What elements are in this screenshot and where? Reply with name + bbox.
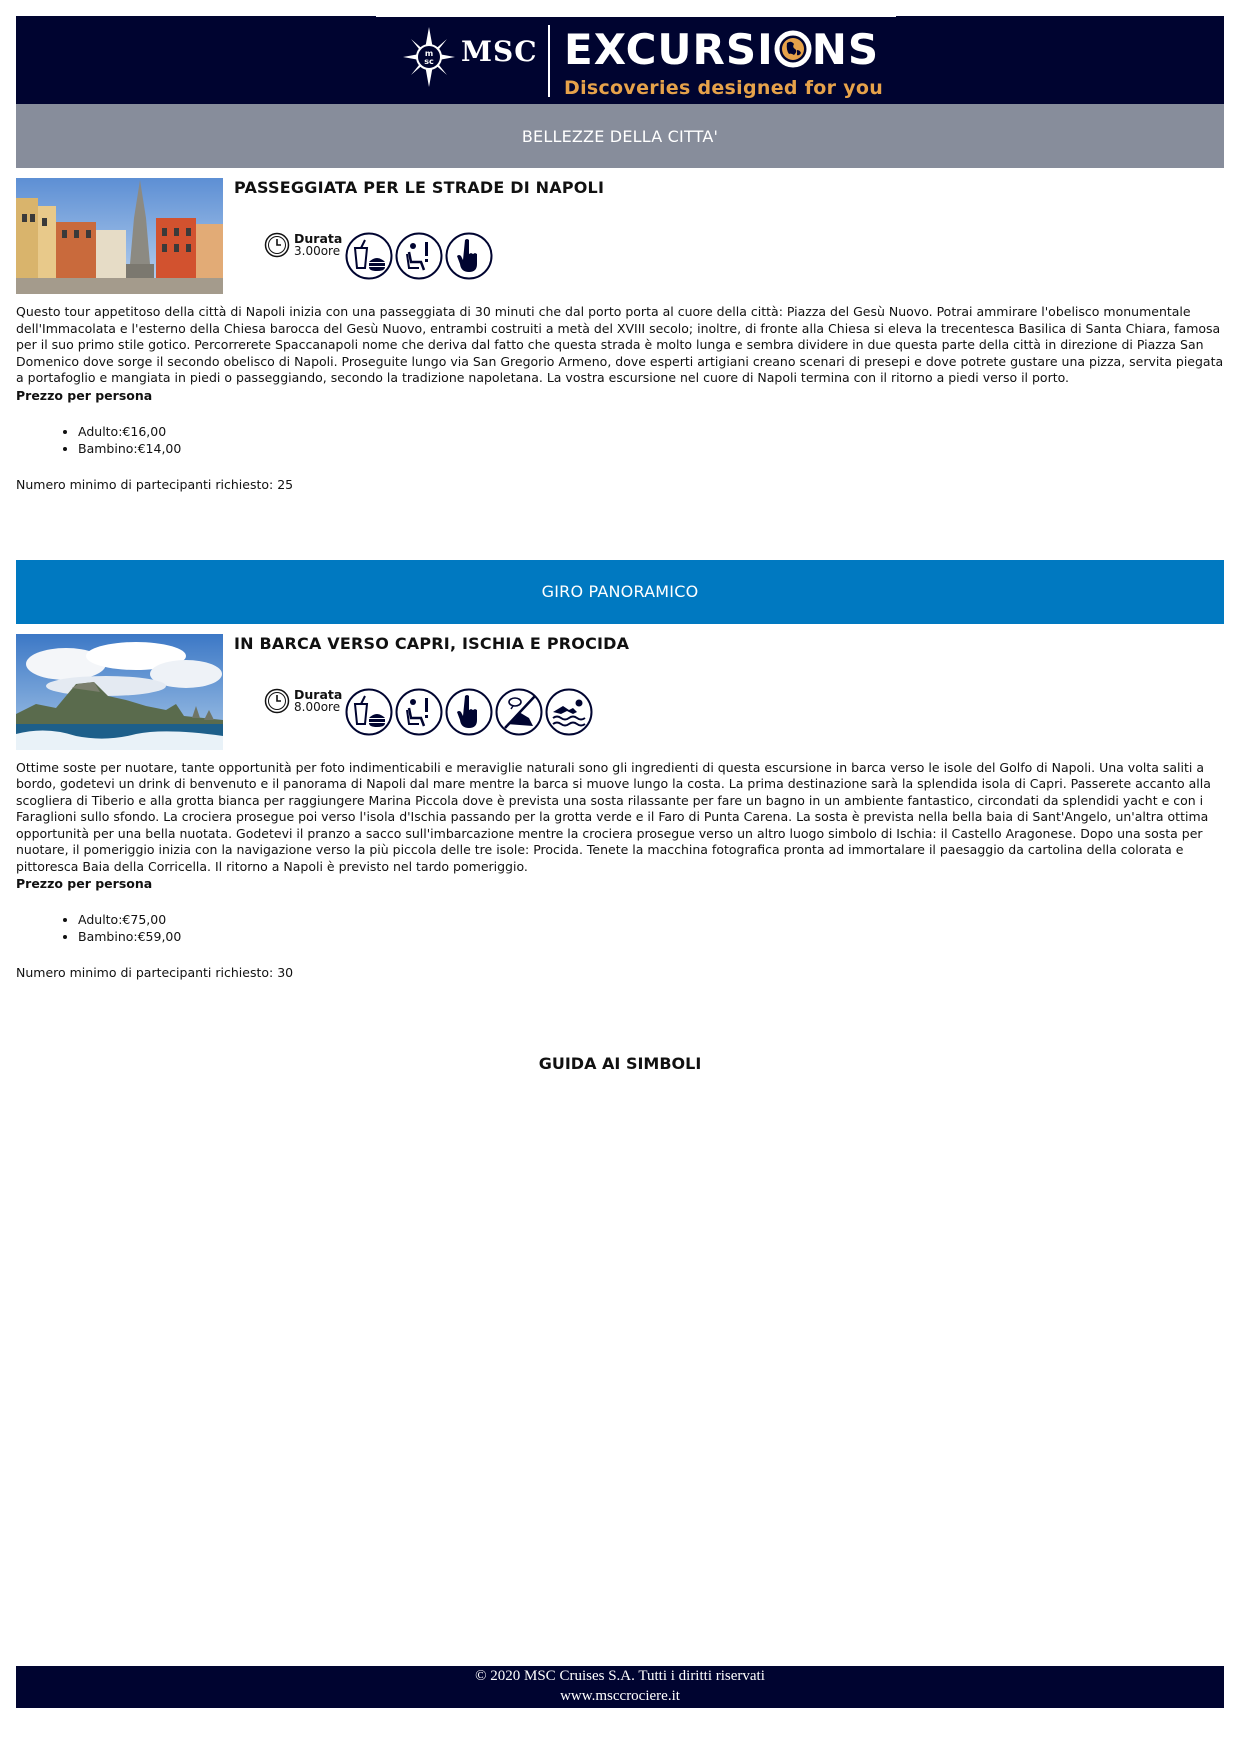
attention-seat-icon [395, 688, 443, 736]
category-bar: GIRO PANORAMICO [16, 560, 1224, 624]
price-child: • Bambino:€59,00 [78, 928, 1224, 945]
footer [16, 1666, 1224, 1708]
excursion-description: Ottime soste per nuotare, tante opportunità per foto indimenticabili e meraviglie naturali sono gli ingredienti di questa escursione in barca verso le isole del Golfo di Napoli. Una volta saliti a bordo, godetevi un drink di benvenuto e il panorama di Napoli dal mare mentre la barca si muove lungo la costa. La prima destinazione sarà la splendida isola di Capri. Passerete accanto alla scogliera di Tiberio e alla grotta bianca per raggiungere Marina Piccola dove è prevista una sosta rilassante per fare un bagno in un ambiente fantastico, circondati da splendidi yacht e con i Faraglioni sullo sfondo. La crociera prosegue poi verso l'isola d'Ischia passando per la grotta verde e il Faro di Punta Carena. La sosta è prevista nella bella baia di Sant'Angelo, un'altra ottima opportunità per una bella nuotata. Godetevi il pranzo a sacco sull'imbarcazione mentre la crociera prosegue verso un altro luogo simbolo di Ischia: il Castello Aragonese. Dopo una sosta per nuotare, il pomeriggio inizia con la navigazione verso la più piccola delle tre isole: Procida. Tenete la macchina fotografica pronta ad immortalare il paesaggio da cartolina della colorata e pittoresca Baia della Corricella. Il ritorno a Napoli è previsto nel tardo pomeriggio. [16, 759, 1211, 874]
symbols-guide-title: GUIDA AI SIMBOLI [538, 1054, 702, 1073]
excursion-photo-naples [16, 178, 223, 294]
duration-info [264, 232, 342, 258]
svg-text:m: m [424, 49, 434, 58]
excursion-title: IN BARCA VERSO CAPRI, ISCHIA E PROCIDA [234, 633, 630, 653]
brand-excursions-text: EXCURSI NS [564, 25, 880, 74]
brand-divider [548, 25, 550, 97]
food-drink-icon [345, 688, 393, 736]
category-bar: BELLEZZE DELLA CITTA' [16, 104, 1224, 168]
price-list [16, 423, 1224, 457]
duration-value: 8.00ore [294, 699, 341, 714]
price-adult: • Adulto:€75,00 [78, 911, 1224, 928]
price-adult: • Adulto:€16,00 [78, 423, 1224, 440]
min-participants: Numero minimo di partecipanti richiesto: 25 [16, 476, 294, 492]
activity-icons [345, 232, 493, 280]
excursion-description: Questo tour appetitoso della città di Napoli inizia con una passeggiata di 30 minuti che dal porto porta al cuore della città: Piazza del Gesù Nuovo. Potrai ammirare l'obelisco monumentale dell'Immacolata e l'esterno della Chiesa barocca del Gesù Nuovo, entrambi costruiti a metà del XVIII secolo; inoltre, di fronte alla Chiesa si eleva la trecentesca Basilica di Santa Chiara, famosa per il suo primo stile gotico. Percorrerete Spaccanapoli nome che deriva dal fatto che questa strada è molto lunga e sembra dividere in due questa parte della città in direzione di Piazza San Domenico dove sorge il secondo obelisco di Napoli. Proseguite lungo via San Gregorio Armeno, dove esperti artigiani creano scenari di presepi e dove potrete gustare una pizza, servita piegata a portafoglio e mangiata in piedi o passeggiando, secondo la tradizione napoletana. La vostra escursione nel cuore di Napoli termina con il ritorno a piedi verso il porto. [16, 304, 1224, 385]
clock-icon [264, 688, 290, 714]
excursion-photo-capri [16, 634, 223, 750]
duration-label: Durata [294, 231, 343, 246]
brand-msc-text: MSC [461, 35, 538, 68]
duration-value: 3.00ore [294, 244, 341, 258]
msc-compass-icon [401, 25, 457, 89]
excursion-2 [16, 560, 1224, 981]
footer-copyright: © 2020 MSC Cruises S.A. Tutti i diritti riservati [475, 1668, 765, 1684]
hand-touch-icon [445, 688, 493, 736]
footer-website-link[interactable]: www.msccrociere.it [560, 1688, 680, 1704]
price-list [16, 911, 1224, 945]
swim-icon [545, 688, 593, 736]
brand-logo [376, 16, 896, 105]
brand-tagline: Discoveries designed for you [564, 77, 884, 99]
price-heading: Prezzo per persona [16, 876, 153, 891]
svg-text:sc: sc [424, 57, 434, 66]
duration-label: Durata [294, 686, 343, 702]
excursion-1 [16, 104, 1224, 492]
hand-touch-icon [445, 232, 493, 280]
globe-icon [774, 30, 812, 68]
activity-icons [345, 688, 593, 736]
price-child: • Bambino:€14,00 [78, 440, 1224, 457]
header-banner [16, 16, 1224, 104]
clock-icon [264, 232, 290, 258]
min-participants: Numero minimo di partecipanti richiesto: 30 [16, 965, 294, 980]
food-drink-icon [345, 232, 393, 280]
duration-info [264, 688, 342, 714]
no-wheelchair-icon [495, 688, 543, 736]
excursion-title: PASSEGGIATA PER LE STRADE DI NAPOLI [234, 178, 605, 197]
attention-seat-icon [395, 232, 443, 280]
price-heading: Prezzo per persona [16, 387, 153, 403]
